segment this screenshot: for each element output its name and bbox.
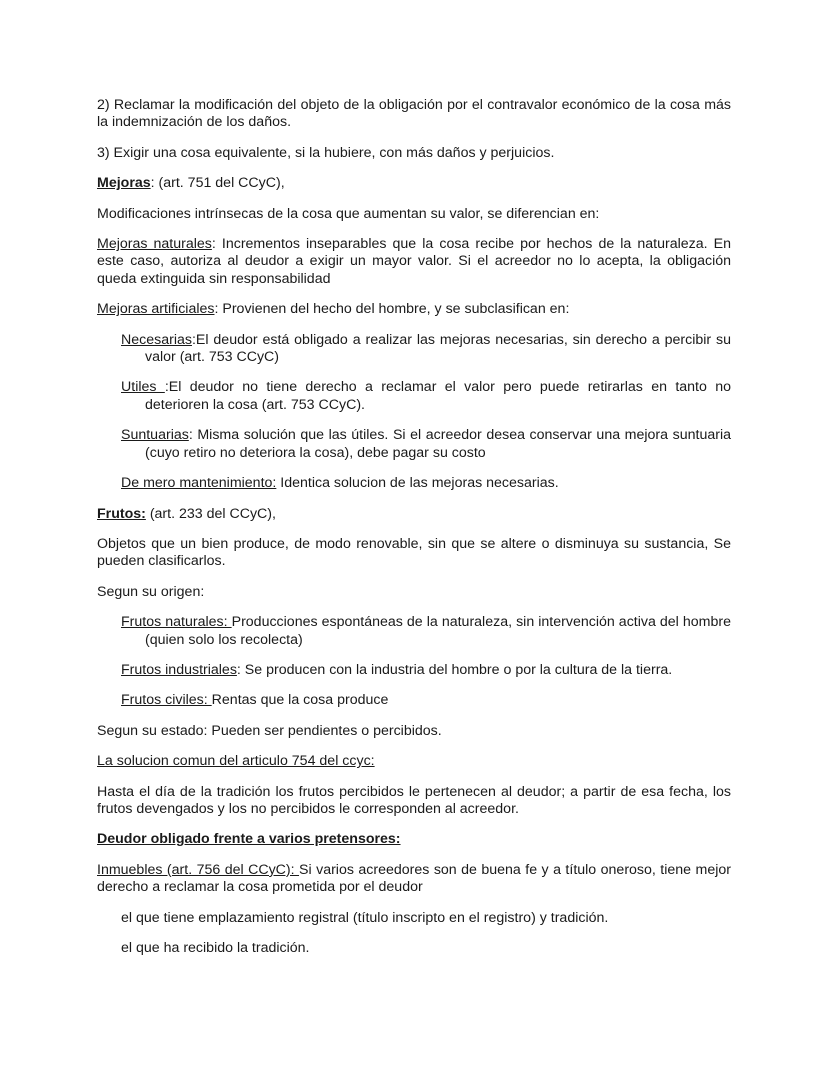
paragraph-exigir-cosa: 3) Exigir una cosa equivalente, si la hubiere, con más daños y perjuicios. (97, 144, 555, 161)
frutos-naturales-label: Frutos naturales: (121, 614, 232, 631)
paragraph-modificaciones: Modificaciones intrínsecas de la cosa que aumentan su valor, se diferencian en: (97, 205, 600, 222)
frutos-label: Frutos: (97, 505, 146, 522)
paragraph-emplazamiento: el que tiene emplazamiento registral (título inscripto en el registro) y tradición. (121, 909, 609, 926)
mejoras-naturales-label: Mejoras naturales (97, 236, 212, 253)
heading-mejoras (97, 175, 731, 192)
paragraph-frutos-civiles (97, 692, 731, 709)
paragraph-segun-estado: Segun su estado: Pueden ser pendientes o percibidos. (97, 722, 442, 739)
suntuarias-text: : Misma solución que las útiles. Si el acreedor desea conservar una mejora suntuaria (cuyo retiro no deteriora la cosa), debe pagar su costo (145, 427, 731, 461)
paragraph-mero-mantenimiento (97, 475, 731, 492)
frutos-article: (art. 233 del CCyC), (145, 505, 276, 522)
frutos-civiles-text: Rentas que la cosa produce (211, 692, 389, 709)
paragraph-inmuebles (97, 862, 731, 897)
paragraph-mejoras-artificiales (97, 301, 731, 318)
necesarias-text: :El deudor está obligado a realizar las mejoras necesarias, sin derecho a percibir su valor (art. 753 CCyC) (145, 331, 731, 366)
suntuarias-label: Suntuarias (121, 427, 189, 444)
heading-frutos (97, 506, 731, 523)
inmuebles-text: Si varios acreedores son de buena fe y a título oneroso, tiene mejor derecho a reclamar la cosa prometida por el deudor (97, 861, 731, 896)
paragraph-suntuarias (97, 427, 731, 462)
utiles-label: Utiles (121, 379, 165, 396)
mejoras-label: Mejoras (97, 175, 151, 192)
heading-deudor-obligado: Deudor obligado frente a varios pretensores: (97, 831, 401, 848)
mero-mantenimiento-label: De mero mantenimiento: (121, 475, 277, 492)
necesarias-label: Necesarias (121, 331, 192, 348)
frutos-industriales-text: : Se producen con la industria del hombre o por la cultura de la tierra. (236, 661, 673, 678)
paragraph-frutos-naturales (97, 614, 731, 649)
document-page (97, 97, 731, 970)
inmuebles-label: Inmuebles (art. 756 del CCyC): (97, 861, 300, 878)
utiles-text: :El deudor no tiene derecho a reclamar el valor pero puede retirarlas en tanto no deterioren la cosa (art. 753 CCyC). (145, 379, 731, 413)
paragraph-utiles (97, 379, 731, 414)
paragraph-recibido-tradicion: el que ha recibido la tradición. (121, 940, 310, 956)
mero-mantenimiento-text: Identica solucion de las mejoras necesarias. (276, 475, 559, 492)
mejoras-artificiales-text: : Provienen del hecho del hombre, y se subclasifican en: (214, 301, 570, 318)
frutos-industriales-label: Frutos industriales (121, 661, 237, 678)
paragraph-solucion-comun: La solucion comun del articulo 754 del ccyc: (97, 753, 375, 770)
mejoras-naturales-text: : Incrementos inseparables que la cosa recibe por hechos de la naturaleza. En este caso, autoriza al deudor a exigir un mayor valor. Si el acreedor no lo acepta, la obligación queda extinguida sin responsabilidad (97, 236, 731, 287)
frutos-civiles-label: Frutos civiles: (121, 692, 212, 709)
paragraph-hasta-tradicion: Hasta el día de la tradición los frutos percibidos le pertenecen al deudor; a partir de esa fecha, los frutos devengados y los no percibidos le corresponden al acreedor. (97, 783, 731, 817)
paragraph-objetos: Objetos que un bien produce, de modo renovable, sin que se altere o disminuya su sustancia, Se pueden clasificarlos. (97, 535, 731, 570)
paragraph-mejoras-naturales (97, 236, 731, 288)
paragraph-reclamar-modificacion: 2) Reclamar la modificación del objeto de la obligación por el contravalor económico de la cosa más la indemnización de los daños. (97, 97, 731, 131)
mejoras-article: : (art. 751 del CCyC), (150, 175, 285, 192)
paragraph-frutos-industriales (97, 662, 731, 679)
paragraph-necesarias (97, 332, 731, 367)
frutos-naturales-text: Producciones espontáneas de la naturaleza, sin intervención activa del hombre (quien solo los recolecta) (145, 614, 731, 648)
mejoras-artificiales-label: Mejoras artificiales (97, 301, 215, 318)
paragraph-segun-origen: Segun su origen: (97, 583, 205, 600)
